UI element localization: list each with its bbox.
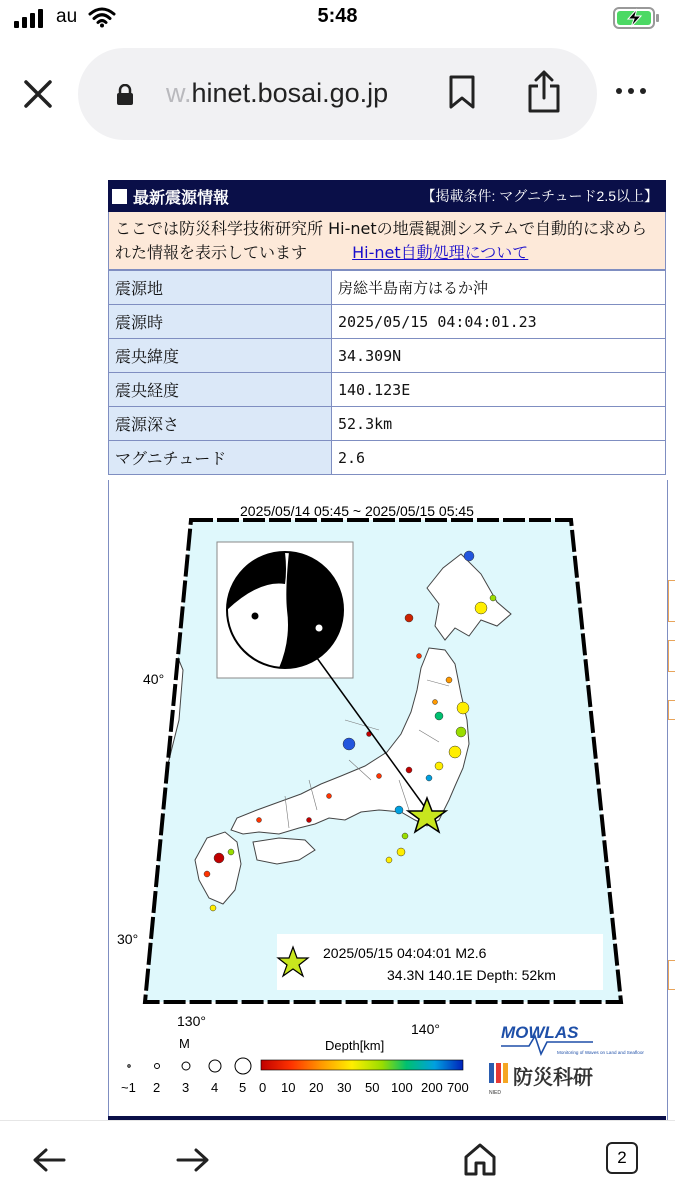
depth-colorbar bbox=[261, 1060, 463, 1070]
table-row bbox=[109, 407, 666, 441]
depth-tick: 50 bbox=[365, 1080, 380, 1095]
table-row bbox=[109, 441, 666, 475]
browser-url-bar bbox=[0, 40, 675, 150]
earthquake-info-panel bbox=[108, 180, 666, 1120]
carrier-label: au bbox=[56, 6, 78, 27]
param-key: 震央緯度 bbox=[109, 339, 332, 373]
tab-switcher-button[interactable]: 2 bbox=[606, 1142, 638, 1174]
period-label: 2025/05/14 05:45 ~ 2025/05/15 05:45 bbox=[240, 503, 474, 519]
adjacent-panel-edge bbox=[668, 700, 675, 720]
depth-tick: 200 bbox=[421, 1080, 443, 1095]
event-line-1: 2025/05/15 04:04:01 M2.6 bbox=[323, 945, 487, 961]
clock: 5:48 bbox=[317, 5, 358, 27]
url-domain: hinet.bosai.go.jp bbox=[191, 78, 389, 108]
forward-arrow-icon[interactable] bbox=[176, 1147, 210, 1173]
adjacent-panel-edge bbox=[668, 960, 675, 990]
depth-tick: 100 bbox=[391, 1080, 413, 1095]
param-value: 房総半島南方はるか沖 bbox=[332, 271, 666, 305]
param-key: 震源深さ bbox=[109, 407, 332, 441]
focal-mechanism-beachball bbox=[227, 552, 343, 668]
mag-scale-2: 2 bbox=[153, 1080, 161, 1095]
more-options-icon[interactable] bbox=[616, 88, 646, 94]
param-key: 震央経度 bbox=[109, 373, 332, 407]
lock-icon bbox=[116, 84, 134, 106]
table-row bbox=[109, 373, 666, 407]
url-faded: w. bbox=[166, 78, 192, 108]
adjacent-panel-edge bbox=[668, 640, 675, 672]
depth-legend-title: Depth[km] bbox=[325, 1038, 385, 1053]
status-bar bbox=[0, 0, 675, 38]
table-row bbox=[109, 271, 666, 305]
hypocenter-table bbox=[108, 270, 666, 475]
seismicity-map bbox=[109, 480, 667, 1116]
square-icon bbox=[112, 189, 127, 204]
nied-subtitle: NIED bbox=[489, 1090, 501, 1096]
param-value: 2.6 bbox=[332, 441, 666, 475]
about-hinet-link[interactable]: Hi-net自動処理について bbox=[352, 243, 529, 262]
adjacent-panel-edge bbox=[668, 580, 675, 622]
depth-tick: 20 bbox=[309, 1080, 324, 1095]
close-icon[interactable] bbox=[22, 78, 54, 110]
nied-logo-icon bbox=[489, 1063, 508, 1083]
home-icon[interactable] bbox=[462, 1141, 498, 1177]
event-line-2: 34.3N 140.1E Depth: 52km bbox=[387, 967, 556, 983]
table-row bbox=[109, 339, 666, 373]
battery-charging-icon bbox=[613, 6, 661, 30]
depth-tick: 700 bbox=[447, 1080, 469, 1095]
param-value: 34.309N bbox=[332, 339, 666, 373]
mag-scale-1: ~1 bbox=[121, 1080, 136, 1095]
param-key: 震源地 bbox=[109, 271, 332, 305]
address-field[interactable] bbox=[78, 48, 597, 140]
display-condition: 【掲載条件: マグニチュード2.5以上】 bbox=[421, 188, 658, 204]
panel-description bbox=[108, 212, 666, 270]
url-text bbox=[166, 78, 388, 109]
lat-label-30: 30° bbox=[117, 931, 139, 947]
depth-ticks bbox=[259, 1080, 469, 1095]
param-value: 2025/05/15 04:04:01.23 bbox=[332, 305, 666, 339]
mowlas-subtitle: Monitoring of Waves on Land and Seafloor bbox=[557, 1050, 644, 1055]
mag-scale-3: 3 bbox=[182, 1080, 190, 1095]
seismicity-map-figure bbox=[108, 480, 668, 1120]
bookmark-icon[interactable] bbox=[448, 74, 476, 110]
mowlas-logo: MOWLAS bbox=[501, 1023, 579, 1042]
param-value: 52.3km bbox=[332, 407, 666, 441]
magnitude-legend bbox=[128, 1058, 251, 1074]
back-arrow-icon[interactable] bbox=[32, 1147, 66, 1173]
depth-tick: 30 bbox=[337, 1080, 352, 1095]
lon-label-130: 130° bbox=[177, 1013, 206, 1029]
magnitude-legend-title: M bbox=[179, 1036, 190, 1051]
share-icon[interactable] bbox=[526, 70, 562, 114]
description-text: ここでは防災科学技術研究所 Hi-netの地震観測システムで自動的に求められた情報を表示しています bbox=[115, 219, 647, 262]
browser-toolbar bbox=[0, 1120, 675, 1201]
depth-tick: 10 bbox=[281, 1080, 296, 1095]
panel-header bbox=[108, 180, 666, 212]
mag-scale-4: 4 bbox=[211, 1080, 219, 1095]
lat-label-40: 40° bbox=[143, 671, 165, 687]
depth-tick: 0 bbox=[259, 1080, 267, 1095]
panel-title: 最新震源情報 bbox=[133, 189, 230, 207]
lon-label-140: 140° bbox=[411, 1021, 440, 1037]
param-value: 140.123E bbox=[332, 373, 666, 407]
mag-scale-5: 5 bbox=[239, 1080, 247, 1095]
param-key: マグニチュード bbox=[109, 441, 332, 475]
table-row bbox=[109, 305, 666, 339]
param-key: 震源時 bbox=[109, 305, 332, 339]
nied-name: 防災科研 bbox=[513, 1065, 593, 1089]
